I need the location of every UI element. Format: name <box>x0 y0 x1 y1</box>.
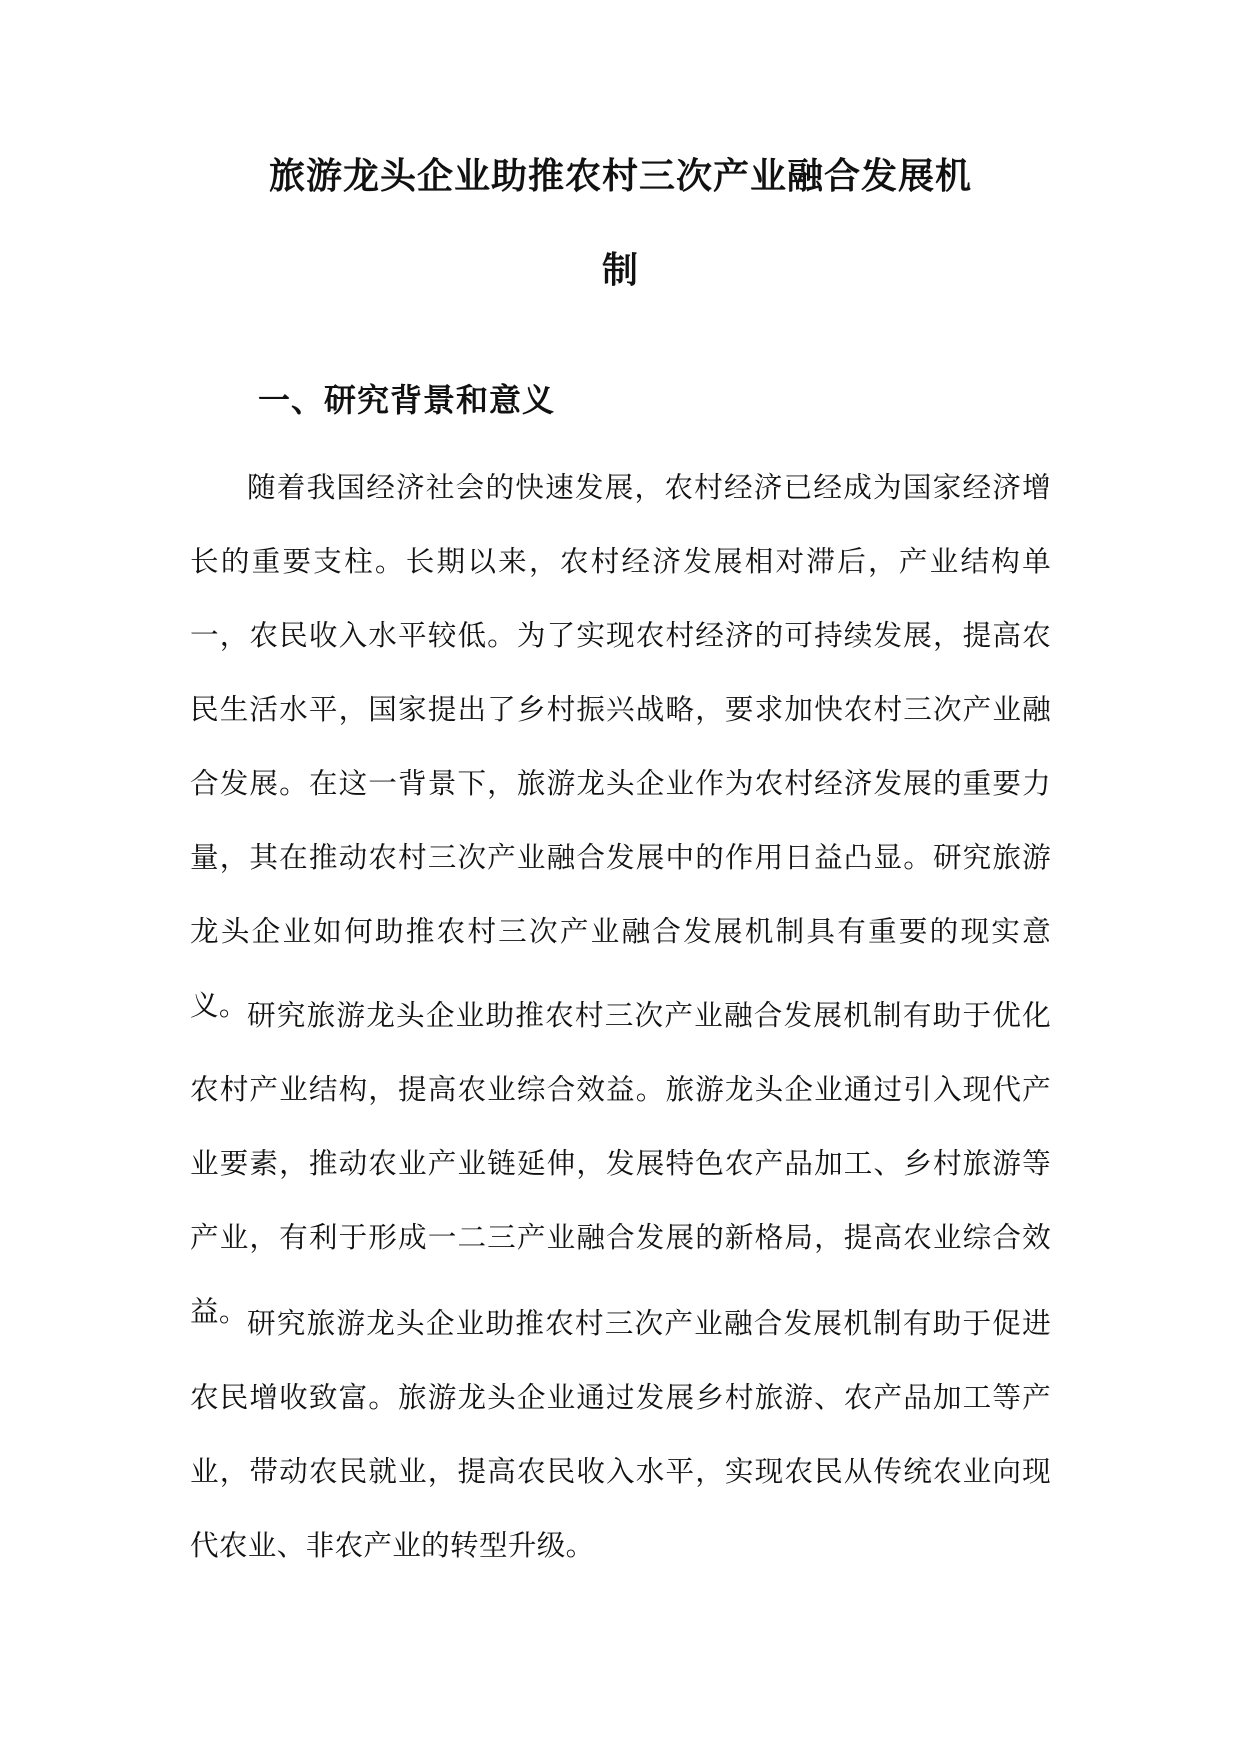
paragraph-2: 研究旅游龙头企业助推农村三次产业融合发展机制有助于优化农村产业结构，提高农业综合效益。旅游龙头企业通过引入现代产业要素，推动农业产业链延伸，发展特色农产品加工、乡村旅游等产业，有利于形成一二三产业融合发展的新格局，提高农业综合效益。 <box>190 998 1051 1328</box>
paragraph-3: 研究旅游龙头企业助推农村三次产业融合发展机制有助于促进农民增收致富。旅游龙头企业通过发展乡村旅游、农产品加工等产业，带动农民就业，提高农民收入水平，实现农民从传统农业向现代农业、非农产业的转型升级。 <box>190 1306 1051 1562</box>
document-title-line-2: 制 <box>601 249 639 291</box>
paragraph-1: 随着我国经济社会的快速发展，农村经济已经成为国家经济增长的重要支柱。长期以来，农村经济发展相对滞后，产业结构单一，农民收入水平较低。为了实现农村经济的可持续发展，提高农民生活水平，国家提出了乡村振兴战略，要求加快农村三次产业融合发展。在这一背景下，旅游龙头企业作为农村经济发展的重要力量，其在推动农村三次产业融合发展中的作用日益凸显。研究旅游龙头企业如何助推农村三次产业融合发展机制具有重要的现实意义。 <box>190 470 1051 1022</box>
section-heading: 一、研究背景和意义 <box>258 381 556 419</box>
document-title-line-1: 旅游龙头企业助推农村三次产业融合发展机 <box>268 155 972 197</box>
